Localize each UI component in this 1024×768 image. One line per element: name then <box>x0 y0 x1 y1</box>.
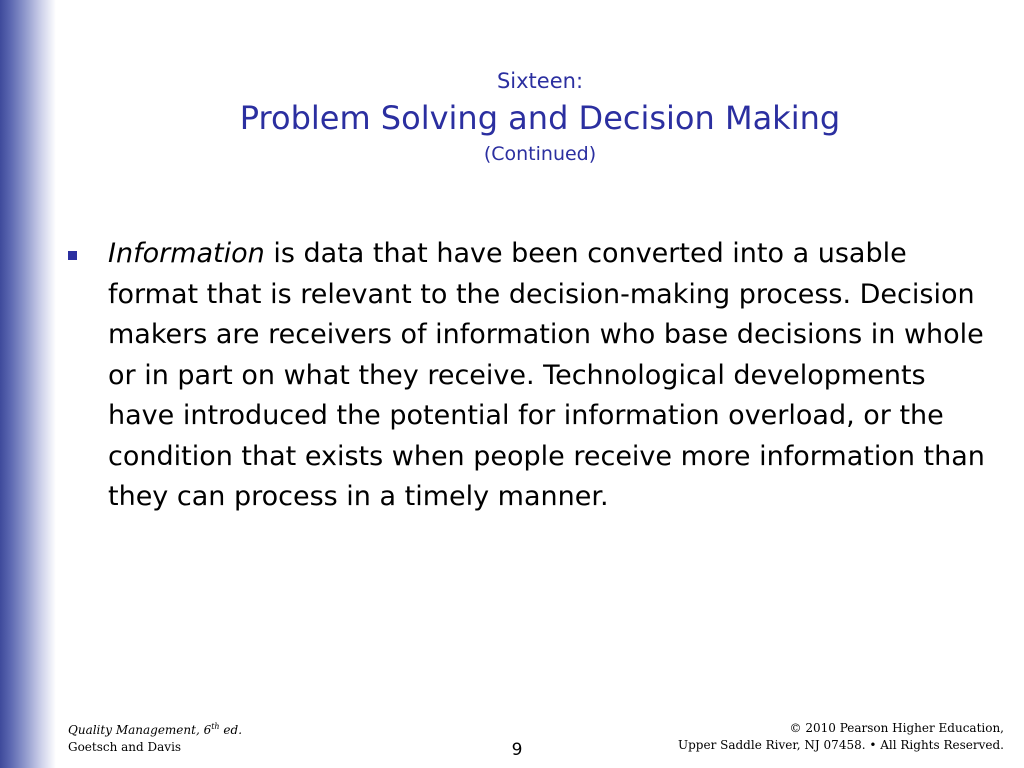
book-title-text: Quality Management, 6 <box>68 723 212 737</box>
bullet-body: is data that have been converted into a usable format that is relevant to the decision-making process. Decision makers are receivers of information who base decisions in whole or in part on what they receive. Technological developments have introduced the potential for information overload, or the condition that exists when people receive more information than they can process in a timely manner. <box>108 238 985 512</box>
footer-copyright <box>678 720 1004 754</box>
title-continued: (Continued) <box>483 143 597 165</box>
page-number: 9 <box>511 740 523 760</box>
square-bullet-icon <box>68 251 77 260</box>
footer-authors: Goetsch and Davis <box>68 740 182 754</box>
title-main: Problem Solving and Decision Making <box>239 99 841 137</box>
edition-suffix: ed. <box>219 723 243 737</box>
footer-book-title <box>68 722 242 739</box>
bullet-term: Information <box>108 238 265 269</box>
edition-superscript: th <box>211 722 220 731</box>
left-gradient-bar <box>0 0 56 768</box>
slide-title <box>56 66 1024 168</box>
title-chapter: Sixteen: <box>496 69 584 93</box>
copyright-line-2: Upper Saddle River, NJ 07458. • All Rights Reserved. <box>678 738 1004 752</box>
bullet-item <box>108 234 998 518</box>
bullet-list <box>68 234 998 518</box>
footer-book-info <box>68 722 242 756</box>
copyright-line-1: © 2010 Pearson Higher Education, <box>789 721 1004 735</box>
